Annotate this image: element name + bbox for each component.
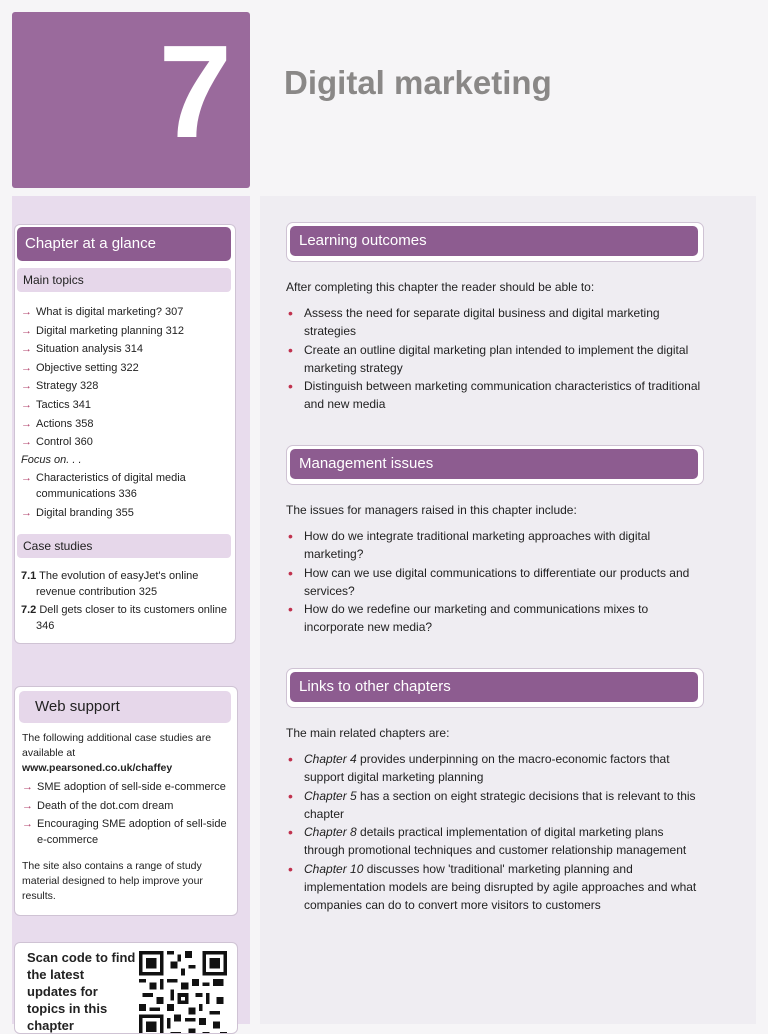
web-support-intro-text: The following additional case studies are available at bbox=[22, 732, 212, 759]
link-item-text: provides underpinning on the macro-economic factors that support digital marketing planning bbox=[304, 752, 670, 785]
chapter-at-a-glance-box bbox=[14, 224, 236, 644]
topic-item: → What is digital marketing? 307 bbox=[21, 303, 231, 322]
glance-heading: Chapter at a glance bbox=[17, 227, 231, 261]
chapter-reference: Chapter 10 bbox=[304, 861, 364, 876]
learning-outcomes-list bbox=[286, 304, 706, 414]
learning-outcome-item: • Assess the need for separate digital business and digital marketing strategies bbox=[286, 304, 706, 341]
focus-item: → Characteristics of digital media communications 336 bbox=[21, 471, 231, 502]
management-issue-item: • How can we use digital communications to differentiate our products and services? bbox=[286, 564, 706, 601]
management-issue-item: • How do we integrate traditional marketing approaches with digital marketing? bbox=[286, 527, 706, 564]
chapter-number-block bbox=[12, 12, 250, 188]
chapter-reference: Chapter 4 bbox=[304, 752, 357, 766]
case-study-number: 7.2 bbox=[21, 604, 37, 616]
link-item bbox=[286, 750, 706, 787]
link-item-text: details practical implementation of digital marketing plans through promotional techniques and customer relationship management bbox=[304, 825, 687, 858]
case-studies-heading: Case studies bbox=[17, 534, 231, 558]
web-support-outro: The site also contains a range of study material designed to help improve your results. bbox=[22, 860, 203, 902]
case-study-title: The evolution of easyJet's online revenue contribution 325 bbox=[36, 570, 199, 598]
topic-item: → Situation analysis 314 bbox=[21, 340, 231, 359]
web-support-item: → Encouraging SME adoption of sell-side e-commerce bbox=[22, 817, 232, 848]
scan-code-text: Scan code to find the latest updates for topics in this chapter bbox=[27, 950, 136, 1033]
links-to-chapters-title: Links to other chapters bbox=[290, 672, 698, 702]
management-issues-title: Management issues bbox=[290, 449, 698, 479]
topic-item: → Digital marketing planning 312 bbox=[21, 322, 231, 341]
web-support-box bbox=[14, 686, 238, 916]
links-to-chapters-header bbox=[286, 668, 704, 708]
topic-item: → Strategy 328 bbox=[21, 377, 231, 396]
case-study-item bbox=[21, 569, 231, 600]
topic-item: → Actions 358 bbox=[21, 415, 231, 434]
chapter-number: 7 bbox=[158, 18, 228, 165]
case-study-title: Dell gets closer to its customers online 346 bbox=[36, 604, 228, 632]
management-issues-header bbox=[286, 445, 704, 485]
chapter-title: Digital marketing bbox=[284, 64, 552, 101]
focus-on-label: Focus on. . . bbox=[21, 454, 82, 466]
link-item bbox=[286, 860, 706, 915]
main-topics-heading: Main topics bbox=[17, 268, 231, 292]
topic-item: → Control 360 bbox=[21, 433, 231, 452]
link-item bbox=[286, 823, 706, 860]
web-support-list bbox=[22, 780, 232, 851]
web-support-intro bbox=[22, 731, 232, 776]
web-support-item: → Death of the dot.com dream bbox=[22, 799, 232, 815]
case-study-number: 7.1 bbox=[21, 570, 37, 582]
link-item-text: has a section on eight strategic decisions that is relevant to this chapter bbox=[304, 788, 696, 821]
topic-item: → Tactics 341 bbox=[21, 396, 231, 415]
learning-outcome-item: • Create an outline digital marketing plan intended to implement the digital marketing strategy bbox=[286, 341, 706, 378]
qr-code-icon[interactable] bbox=[139, 951, 227, 1034]
management-issues-intro: The issues for managers raised in this chapter include: bbox=[286, 503, 577, 517]
learning-outcomes-title: Learning outcomes bbox=[290, 226, 698, 256]
link-item-text: discusses how 'traditional' marketing planning and implementation models are being disrupted by agile approaches and what companies can do to convert more visitors to customers bbox=[304, 861, 697, 913]
focus-on-list bbox=[21, 471, 231, 526]
learning-outcomes-intro: After completing this chapter the reader should be able to: bbox=[286, 280, 595, 294]
management-issues-list bbox=[286, 527, 706, 637]
topic-item: → Objective setting 322 bbox=[21, 359, 231, 378]
main-topics-list bbox=[21, 303, 231, 452]
web-support-item: → SME adoption of sell-side e-commerce bbox=[22, 780, 232, 796]
learning-outcomes-header bbox=[286, 222, 704, 262]
chapter-reference: Chapter 5 bbox=[304, 788, 357, 803]
learning-outcome-item: • Distinguish between marketing communication characteristics of traditional and new media bbox=[286, 377, 706, 414]
scan-code-box bbox=[14, 942, 238, 1034]
link-item bbox=[286, 787, 706, 824]
chapter-reference: Chapter 8 bbox=[304, 825, 357, 840]
focus-item: → Digital branding 355 bbox=[21, 506, 231, 522]
web-support-url[interactable]: www.pearsoned.co.uk/chaffey bbox=[22, 762, 173, 774]
web-support-heading: Web support bbox=[19, 691, 231, 723]
case-studies-list bbox=[21, 569, 231, 637]
links-intro: The main related chapters are: bbox=[286, 726, 450, 740]
links-list bbox=[286, 750, 706, 915]
case-study-item bbox=[21, 603, 231, 634]
management-issue-item: • How do we redefine our marketing and communications mixes to incorporate new media? bbox=[286, 600, 706, 637]
